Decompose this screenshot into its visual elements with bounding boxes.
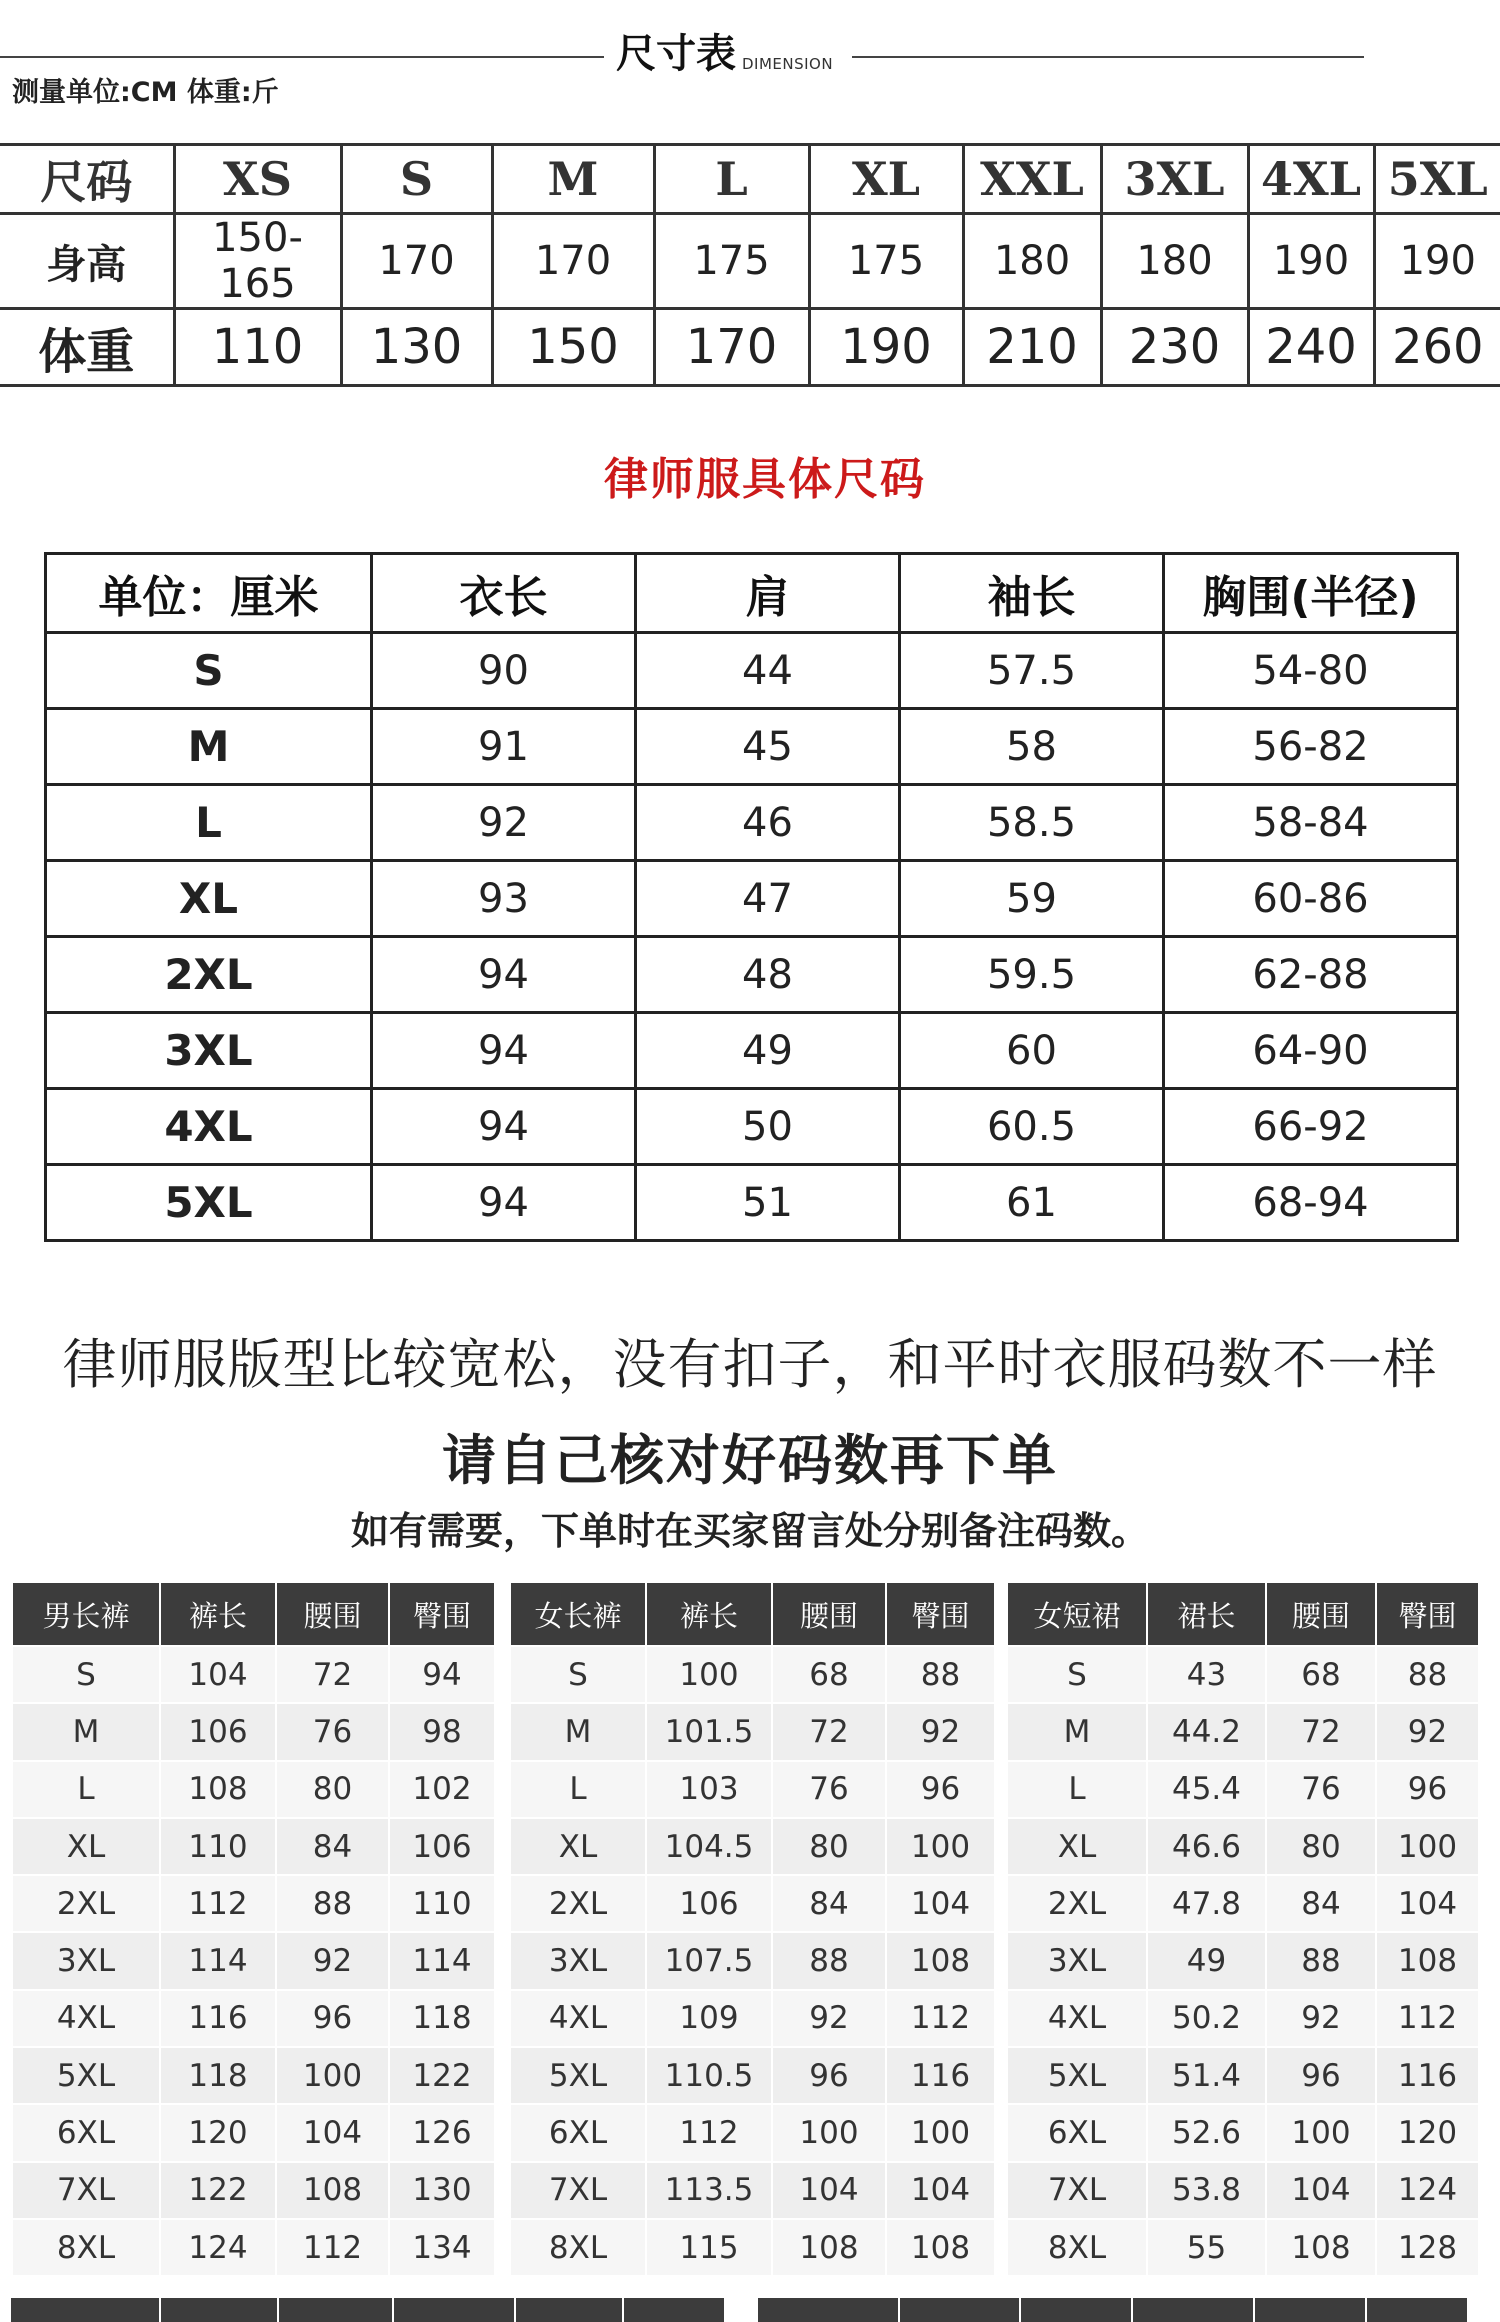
table-cell: 49 — [636, 1013, 900, 1089]
size-label: 3XL — [12, 1932, 160, 1989]
table-row — [1007, 1818, 1479, 1875]
size-label: 8XL — [1007, 2219, 1147, 2276]
table-cell: 96 — [1266, 2047, 1376, 2104]
table-cell: 76 — [772, 1761, 886, 1818]
table-row — [1007, 1646, 1479, 1703]
column-header: 腰围 — [1266, 1582, 1376, 1646]
table-cell: 210 — [963, 309, 1101, 386]
table-row — [46, 1089, 1458, 1165]
size-label: 3XL — [510, 1932, 646, 1989]
table-cell: 170 — [341, 214, 492, 309]
table-row — [12, 1646, 495, 1703]
size-label: XL — [510, 1818, 646, 1875]
womens-pants-table — [509, 1581, 996, 2277]
table-cell: 4XL — [1248, 145, 1374, 214]
table-cell: 108 — [886, 1932, 995, 1989]
table-cell: 60 — [900, 1013, 1164, 1089]
table-cell: 84 — [772, 1875, 886, 1932]
table-cell: 5XL — [1374, 145, 1500, 214]
table-cell: 240 — [1248, 309, 1374, 386]
table-cell: 180 — [1101, 214, 1248, 309]
table-cell: 100 — [886, 2104, 995, 2161]
table-cell: 50 — [636, 1089, 900, 1165]
table-cell: 51.4 — [1147, 2047, 1266, 2104]
table-cell: 230 — [1101, 309, 1248, 386]
table-cell: 260 — [1374, 309, 1500, 386]
size-label: M — [12, 1703, 160, 1760]
table-cell: 122 — [160, 2162, 276, 2219]
table-cell: 58-84 — [1164, 785, 1458, 861]
table-cell: 44.2 — [1147, 1703, 1266, 1760]
table-cell: 96 — [1376, 1761, 1479, 1818]
table-row — [1007, 1932, 1479, 1989]
table-header-row — [510, 1582, 995, 1646]
mens-pants-table — [11, 1581, 496, 2277]
table-cell: 110 — [160, 1818, 276, 1875]
column-header: 臀围 — [1376, 1582, 1479, 1646]
table-cell: 112 — [276, 2219, 389, 2276]
table-cell: 115 — [646, 2219, 772, 2276]
size-label: M — [1007, 1703, 1147, 1760]
table-cell: 46 — [636, 785, 900, 861]
table-cell: 96 — [772, 2047, 886, 2104]
table-cell: 103 — [646, 1761, 772, 1818]
table-row — [12, 1932, 495, 1989]
table-row — [1007, 2047, 1479, 2104]
size-label: 7XL — [1007, 2162, 1147, 2219]
table-row — [12, 2047, 495, 2104]
table-row — [510, 1646, 995, 1703]
table-cell: 76 — [1266, 1761, 1376, 1818]
table-row — [0, 145, 1500, 214]
table-cell: 118 — [160, 2047, 276, 2104]
table-cell: 108 — [1376, 1932, 1479, 1989]
table-cell: 102 — [389, 1761, 495, 1818]
table-cell: 64-90 — [1164, 1013, 1458, 1089]
table-cell: 55 — [1147, 2219, 1266, 2276]
table-cell: 104 — [1266, 2162, 1376, 2219]
table-cell: 116 — [886, 2047, 995, 2104]
size-label: S — [510, 1646, 646, 1703]
table-cell: 88 — [276, 1875, 389, 1932]
table-row — [510, 1932, 995, 1989]
table-cell: 57.5 — [900, 633, 1164, 709]
table-cell: L — [654, 145, 809, 214]
table-cell: 88 — [1376, 1646, 1479, 1703]
table-row — [12, 1703, 495, 1760]
table-cell: 110 — [174, 309, 341, 386]
size-label: 5XL — [12, 2047, 160, 2104]
column-header: 肩 — [636, 554, 900, 633]
table-cell: 110.5 — [646, 2047, 772, 2104]
table-cell: 3XL — [1101, 145, 1248, 214]
table-cell: 108 — [160, 1761, 276, 1818]
table-row — [12, 1818, 495, 1875]
table-cell: XXL — [963, 145, 1101, 214]
table-cell: 112 — [646, 2104, 772, 2161]
size-label: 8XL — [510, 2219, 646, 2276]
table-cell: 104 — [1376, 1875, 1479, 1932]
table-cell: 44 — [636, 633, 900, 709]
table-cell: 92 — [772, 1990, 886, 2047]
table-cell: 92 — [886, 1703, 995, 1760]
page-subtitle: DIMENSION — [742, 55, 834, 73]
table-cell: 106 — [389, 1818, 495, 1875]
table-cell: 104.5 — [646, 1818, 772, 1875]
table-cell: 92 — [276, 1932, 389, 1989]
table-row — [510, 1818, 995, 1875]
size-label: 4XL — [510, 1990, 646, 2047]
table-cell: 92 — [372, 785, 636, 861]
header-rule-right — [852, 56, 1364, 58]
size-label: L — [1007, 1761, 1147, 1818]
table-row — [46, 709, 1458, 785]
table-cell: 49 — [1147, 1932, 1266, 1989]
size-label: 6XL — [12, 2104, 160, 2161]
table-row — [510, 2104, 995, 2161]
table-cell: 124 — [1376, 2162, 1479, 2219]
size-label: L — [510, 1761, 646, 1818]
size-label: 7XL — [12, 2162, 160, 2219]
table-row — [46, 633, 1458, 709]
table-cell: 51 — [636, 1165, 900, 1241]
table-cell: S — [341, 145, 492, 214]
column-header: 袖长 — [900, 554, 1164, 633]
table-cell: 126 — [389, 2104, 495, 2161]
table-cell: 80 — [1266, 1818, 1376, 1875]
table-cell: 120 — [160, 2104, 276, 2161]
table-cell: 114 — [160, 1932, 276, 1989]
table-row — [510, 1875, 995, 1932]
table-row — [1007, 1875, 1479, 1932]
column-header: 臀围 — [886, 1582, 995, 1646]
size-label: L — [12, 1761, 160, 1818]
table-cell: 128 — [1376, 2219, 1479, 2276]
table-cell: 118 — [389, 1990, 495, 2047]
table-cell: 190 — [1248, 214, 1374, 309]
column-header: 腰围 — [276, 1582, 389, 1646]
table-cell: 104 — [160, 1646, 276, 1703]
table-cell: 48 — [636, 937, 900, 1013]
table-cell: 61 — [900, 1165, 1164, 1241]
table-cell: 94 — [372, 1089, 636, 1165]
size-label: L — [46, 785, 372, 861]
size-label: S — [46, 633, 372, 709]
table-row — [12, 1990, 495, 2047]
table-header-row — [12, 1582, 495, 1646]
table-cell: XS — [174, 145, 341, 214]
size-height-weight-table — [0, 143, 1500, 387]
check-size-note: 请自己核对好码数再下单 — [442, 1429, 1058, 1492]
size-label: 2XL — [46, 937, 372, 1013]
table-cell: 60.5 — [900, 1089, 1164, 1165]
table-cell: 66-92 — [1164, 1089, 1458, 1165]
table-cell: 108 — [886, 2219, 995, 2276]
table-cell: 100 — [1376, 1818, 1479, 1875]
table-cell: 106 — [160, 1703, 276, 1760]
table-cell: 90 — [372, 633, 636, 709]
table-cell: 108 — [772, 2219, 886, 2276]
table-cell: 52.6 — [1147, 2104, 1266, 2161]
row-header: 体重 — [0, 309, 174, 386]
size-label: 5XL — [1007, 2047, 1147, 2104]
row-header: 尺码 — [0, 145, 174, 214]
table-cell: 45.4 — [1147, 1761, 1266, 1818]
fit-note: 律师服版型比较宽松，没有扣子，和平时衣服码数不一样 — [62, 1333, 1438, 1396]
table-row — [0, 309, 1500, 386]
table-cell: 72 — [772, 1703, 886, 1760]
table-header-row — [46, 554, 1458, 633]
size-label: 6XL — [510, 2104, 646, 2161]
table-row — [1007, 2104, 1479, 2161]
table-cell: 59.5 — [900, 937, 1164, 1013]
size-label: 4XL — [12, 1990, 160, 2047]
size-label: 3XL — [1007, 1932, 1147, 1989]
table-row — [510, 1761, 995, 1818]
table-cell: 124 — [160, 2219, 276, 2276]
table-cell: 43 — [1147, 1646, 1266, 1703]
column-header: 腰围 — [772, 1582, 886, 1646]
table-cell: 72 — [1266, 1703, 1376, 1760]
table-cell: 114 — [389, 1932, 495, 1989]
table-row — [46, 785, 1458, 861]
table-cell: 72 — [276, 1646, 389, 1703]
table-cell: 92 — [1376, 1703, 1479, 1760]
table-cell: 120 — [1376, 2104, 1479, 2161]
table-cell: 130 — [341, 309, 492, 386]
column-header: 女长裤 — [510, 1582, 646, 1646]
table-cell: 68 — [772, 1646, 886, 1703]
size-label: 2XL — [510, 1875, 646, 1932]
table-cell: 96 — [276, 1990, 389, 2047]
table-cell: 92 — [1266, 1990, 1376, 2047]
column-header: 衣长 — [372, 554, 636, 633]
table-row — [46, 1165, 1458, 1241]
size-label: 2XL — [12, 1875, 160, 1932]
table-cell: 175 — [654, 214, 809, 309]
robe-size-table — [44, 552, 1459, 1242]
table-header-row — [1007, 1582, 1479, 1646]
table-cell: 53.8 — [1147, 2162, 1266, 2219]
table-row — [1007, 1703, 1479, 1760]
table-cell: 100 — [646, 1646, 772, 1703]
table-cell: 108 — [1266, 2219, 1376, 2276]
table-cell: 50.2 — [1147, 1990, 1266, 2047]
table-row — [1007, 1990, 1479, 2047]
table-cell: 110 — [389, 1875, 495, 1932]
table-cell: 47 — [636, 861, 900, 937]
table-cell: 80 — [276, 1761, 389, 1818]
table-cell: 54-80 — [1164, 633, 1458, 709]
table-cell: 190 — [1374, 214, 1500, 309]
table-cell: 80 — [772, 1818, 886, 1875]
table-cell: 150 — [492, 309, 654, 386]
size-label: 5XL — [510, 2047, 646, 2104]
partial-table-left — [11, 2298, 733, 2322]
table-cell: 100 — [772, 2104, 886, 2161]
size-label: 4XL — [46, 1089, 372, 1165]
column-header: 男长裤 — [12, 1582, 160, 1646]
table-cell: 68-94 — [1164, 1165, 1458, 1241]
table-cell: 100 — [1266, 2104, 1376, 2161]
table-cell: M — [492, 145, 654, 214]
table-row — [46, 1013, 1458, 1089]
table-cell: 104 — [886, 2162, 995, 2219]
table-cell: 45 — [636, 709, 900, 785]
size-label: S — [1007, 1646, 1147, 1703]
table-row — [1007, 2219, 1479, 2276]
table-row — [46, 861, 1458, 937]
size-label: M — [510, 1703, 646, 1760]
table-cell: 100 — [276, 2047, 389, 2104]
table-cell: 84 — [1266, 1875, 1376, 1932]
table-cell: 88 — [1266, 1932, 1376, 1989]
table-cell: 98 — [389, 1703, 495, 1760]
table-row — [12, 2162, 495, 2219]
table-row — [1007, 2162, 1479, 2219]
table-cell: 88 — [886, 1646, 995, 1703]
table-cell: 113.5 — [646, 2162, 772, 2219]
table-cell: 100 — [886, 1818, 995, 1875]
table-cell: 94 — [372, 1013, 636, 1089]
table-cell: 46.6 — [1147, 1818, 1266, 1875]
table-row — [510, 2219, 995, 2276]
table-cell: 106 — [646, 1875, 772, 1932]
size-label: 8XL — [12, 2219, 160, 2276]
row-header: 身高 — [0, 214, 174, 309]
table-cell: 190 — [809, 309, 963, 386]
table-row — [510, 1703, 995, 1760]
table-cell: 170 — [492, 214, 654, 309]
table-row — [0, 214, 1500, 309]
table-cell: 94 — [372, 937, 636, 1013]
column-header: 胸围(半径) — [1164, 554, 1458, 633]
table-cell: 104 — [886, 1875, 995, 1932]
size-label: 7XL — [510, 2162, 646, 2219]
size-label: S — [12, 1646, 160, 1703]
table-cell: 107.5 — [646, 1932, 772, 1989]
table-row — [12, 1875, 495, 1932]
size-label: 6XL — [1007, 2104, 1147, 2161]
table-cell: 104 — [276, 2104, 389, 2161]
table-cell: 150-165 — [174, 214, 341, 309]
table-cell: 59 — [900, 861, 1164, 937]
table-cell: 76 — [276, 1703, 389, 1760]
table-cell: 91 — [372, 709, 636, 785]
table-row — [510, 1990, 995, 2047]
size-label: M — [46, 709, 372, 785]
womens-skirt-table — [1006, 1581, 1480, 2277]
table-cell: 112 — [160, 1875, 276, 1932]
table-cell: 58 — [900, 709, 1164, 785]
table-cell: 94 — [389, 1646, 495, 1703]
table-cell: 104 — [772, 2162, 886, 2219]
column-header: 女短裙 — [1007, 1582, 1147, 1646]
column-header: 裙长 — [1147, 1582, 1266, 1646]
table-cell: 88 — [772, 1932, 886, 1989]
size-label: 2XL — [1007, 1875, 1147, 1932]
table-cell: 94 — [372, 1165, 636, 1241]
size-label: 3XL — [46, 1013, 372, 1089]
table-row — [12, 1761, 495, 1818]
table-cell: 175 — [809, 214, 963, 309]
column-header: 单位：厘米 — [46, 554, 372, 633]
partial-table-right — [758, 2298, 1478, 2322]
table-row — [12, 2104, 495, 2161]
table-cell: 112 — [886, 1990, 995, 2047]
table-cell: 58.5 — [900, 785, 1164, 861]
table-cell: 130 — [389, 2162, 495, 2219]
column-header: 裤长 — [160, 1582, 276, 1646]
column-header: 臀围 — [389, 1582, 495, 1646]
table-cell: 47.8 — [1147, 1875, 1266, 1932]
table-cell: 116 — [1376, 2047, 1479, 2104]
table-cell: 109 — [646, 1990, 772, 2047]
table-cell: XL — [809, 145, 963, 214]
size-label: 5XL — [46, 1165, 372, 1241]
table-row — [510, 2047, 995, 2104]
size-label: 4XL — [1007, 1990, 1147, 2047]
table-cell: 116 — [160, 1990, 276, 2047]
table-row — [46, 937, 1458, 1013]
table-cell: 93 — [372, 861, 636, 937]
table-cell: 62-88 — [1164, 937, 1458, 1013]
table-cell: 60-86 — [1164, 861, 1458, 937]
table-cell: 108 — [276, 2162, 389, 2219]
table-cell: 84 — [276, 1818, 389, 1875]
order-remark-note: 如有需要，下单时在买家留言处分别备注码数。 — [350, 1509, 1149, 1553]
column-header: 裤长 — [646, 1582, 772, 1646]
table-cell: 180 — [963, 214, 1101, 309]
table-cell: 101.5 — [646, 1703, 772, 1760]
table-cell: 122 — [389, 2047, 495, 2104]
page-title: 尺寸表 — [616, 30, 736, 77]
table-cell: 170 — [654, 309, 809, 386]
table-cell: 134 — [389, 2219, 495, 2276]
size-label: XL — [46, 861, 372, 937]
table-cell: 112 — [1376, 1990, 1479, 2047]
header-rule-left — [0, 56, 604, 58]
size-label: XL — [12, 1818, 160, 1875]
table-row — [1007, 1761, 1479, 1818]
table-row — [510, 2162, 995, 2219]
robe-table-title: 律师服具体尺码 — [604, 454, 926, 505]
table-cell: 96 — [886, 1761, 995, 1818]
unit-note: 测量单位:CM 体重:斤 — [12, 77, 279, 108]
table-row — [12, 2219, 495, 2276]
size-label: XL — [1007, 1818, 1147, 1875]
table-cell: 68 — [1266, 1646, 1376, 1703]
table-cell: 56-82 — [1164, 709, 1458, 785]
